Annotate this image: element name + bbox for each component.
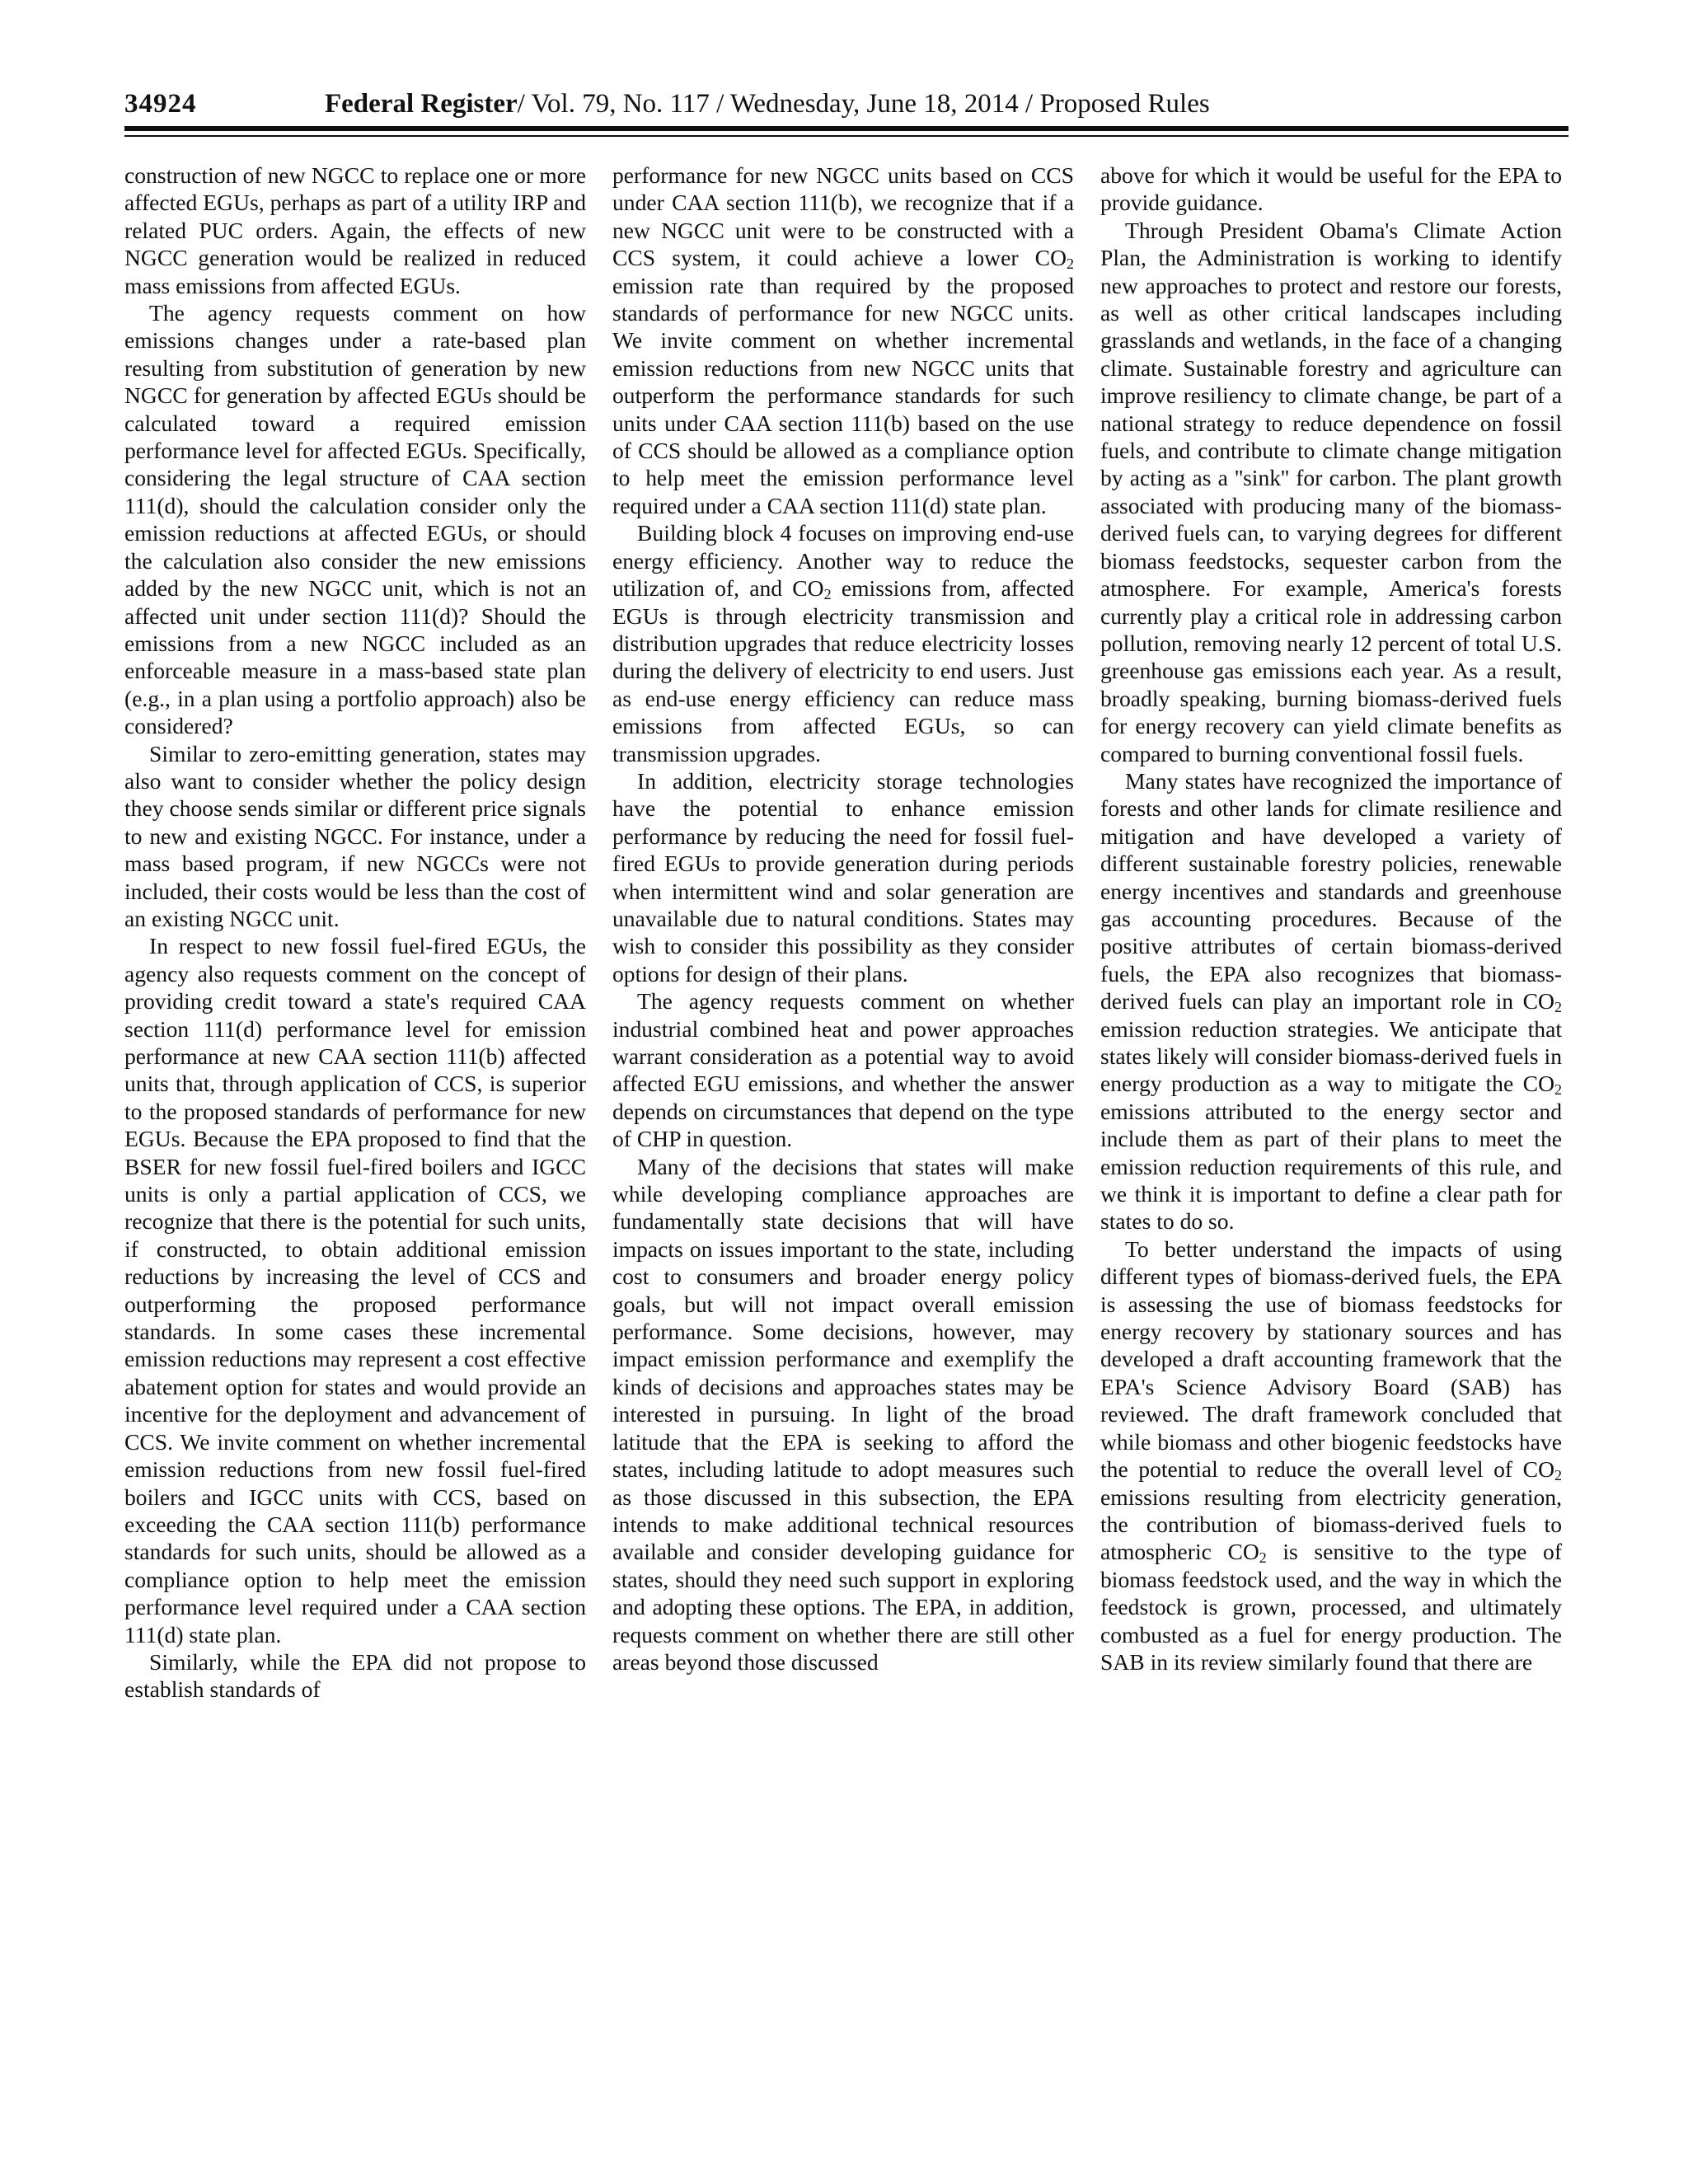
text-column-3: [1100, 162, 1562, 1675]
paragraph: [612, 1153, 1074, 1676]
paragraph: [612, 519, 1074, 767]
paragraph: [1100, 767, 1562, 1235]
paragraph-text: The agency requests comment on whether industrial combined heat and power approaches warrant consideration as a potential way to avoid affected EGU emissions, and whether the answer depends on circumstances that depend on the type of CHP in question.: [612, 988, 1074, 1152]
paragraph-text: emission rate than required by the proposed standards of performance for new NGCC units. We invite comment on whether incremental emission reductions from new NGCC units that outperform the performance standards for such units under CAA section 111(b) based on the use of CCS should be allowed as a compliance option to help meet the emission performance level required under a CAA section 111(d) state plan.: [612, 272, 1074, 518]
paragraph: [124, 740, 586, 933]
paragraph-text: emissions resulting from electricity generation, the contribution of biomass-derived fuels to atmospheric CO: [1100, 1483, 1562, 1565]
publication-title: Federal Register: [325, 89, 518, 119]
header-rule-thin: [124, 135, 1568, 137]
paragraph: [1100, 1235, 1562, 1676]
subscript: 2: [1554, 1081, 1562, 1099]
paragraph-text: In addition, electricity storage technologies have the potential to enhance emission performance by reducing the need for fossil fuel-fired EGUs to provide generation during periods when intermittent wind and solar generation are unavailable due to natural conditions. States may wish to consider this possibility as they consider options for design of their plans.: [612, 767, 1074, 987]
paragraph-text: The agency requests comment on how emissions changes under a rate-based plan resulting from substitution of generation by new NGCC for generation by affected EGUs should be calculated toward a required emission performance level for affected EGUs. Specifically, considering the legal structure of CAA section 111(d), should the calculation consider only the emission reductions at affected EGUs, or should the calculation also consider the new emissions added by the new NGCC unit, which is not an affected unit under section 111(d)? Should the emissions from a new NGCC included as an enforceable measure in a mass-based state plan (e.g., in a plan using a portfolio approach) also be considered?: [124, 300, 586, 739]
running-head: [325, 89, 1210, 120]
paragraph-text: emission reduction strategies. We anticipate that states likely will consider biomass-derived fuels in energy production as a way to mitigate the CO: [1100, 1015, 1562, 1097]
text-column-1: [124, 162, 586, 1704]
paragraph: [124, 299, 586, 740]
paragraph-text: Similarly, while the EPA did not propose to establish standards of: [124, 1648, 586, 1703]
paragraph: [612, 987, 1074, 1152]
page-number: 34924: [124, 89, 197, 119]
paragraph-text: To better understand the impacts of using different types of biomass-derived fuels, the EPA is assessing the use of biomass feedstocks for energy recovery by stationary sources and has developed a draft accounting framework that the EPA's Science Advisory Board (SAB) has reviewed. The draft framework concluded that while biomass and other biogenic feedstocks have the potential to reduce the overall level of CO: [1100, 1235, 1562, 1483]
paragraph-text: Building block 4 focuses on improving end-use energy efficiency. Another way to reduce the utilization of, and CO: [612, 520, 1074, 602]
paragraph: [124, 932, 586, 1648]
paragraph-text: is sensitive to the type of biomass feedstock used, and the way in which the feedstock is grown, processed, and ultimately combusted as a fuel for energy production. The SAB in its review similarly found that there are: [1100, 1539, 1563, 1675]
paragraph-text: construction of new NGCC to replace one or more affected EGUs, perhaps as part of a utility IRP and related PUC orders. Again, the effects of new NGCC generation would be realized in reduced mass emissions from affected EGUs.: [124, 162, 586, 298]
paragraph: [124, 1648, 586, 1704]
paragraph-text: performance for new NGCC units based on CCS under CAA section 111(b), we recognize that if a new NGCC unit were to be constructed with a CCS system, it could achieve a lower CO: [612, 162, 1074, 271]
subscript: 2: [1067, 255, 1074, 273]
paragraph: [612, 162, 1074, 519]
paragraph-text: Similar to zero-emitting generation, states may also want to consider whether the policy design they choose sends similar or different price signals to new and existing NGCC. For instance, under a mass based program, if new NGCCs were not included, their costs would be less than the cost of an existing NGCC unit.: [124, 740, 586, 931]
page-header: [124, 89, 1568, 127]
subscript: 2: [1259, 1549, 1267, 1567]
header-rule-thick: [124, 126, 1568, 131]
text-column-2: [612, 162, 1074, 1675]
paragraph-text: Many of the decisions that states will make while developing compliance approaches are fundamentally state decisions that will have impacts on issues important to the state, including cost to consumers and broader energy policy goals, but will not impact overall emission performance. Some decisions, however, may impact emission performance and exemplify the kinds of decisions and approaches states may be interested in pursuing. In light of the broad latitude that the EPA is seeking to afford the states, including latitude to adopt measures such as those discussed in this subsection, the EPA intends to make additional technical resources available and consider developing guidance for states, should they need such support in exploring and adopting these options. The EPA, in addition, requests comment on whether there are still other areas beyond those discussed: [612, 1153, 1074, 1675]
paragraph: [612, 767, 1074, 987]
subscript: 2: [823, 586, 832, 603]
paragraph-text: emissions attributed to the energy sector and include them as part of their plans to meet the emission reduction requirements of this rule, and we think it is important to define a clear path for states to do so.: [1100, 1098, 1562, 1235]
paragraph-text: Through President Obama's Climate Action Plan, the Administration is working to identify new approaches to protect and restore our forests, as well as other critical landscapes including grasslands and wetlands, in the face of a changing climate. Sustainable forestry and agriculture can improve resiliency to climate change, be part of a national strategy to reduce dependence on fossil fuels, and contribute to climate change mitigation by acting as a ''sink'' for carbon. The plant growth associated with producing many of the biomass-derived fuels can, to varying degrees for different biomass feedstocks, sequester carbon from the atmosphere. For example, America's forests currently play a critical role in addressing carbon pollution, removing nearly 12 percent of total U.S. greenhouse gas emissions each year. As a result, broadly speaking, burning biomass-derived fuels for energy recovery can yield climate benefits as compared to burning conventional fossil fuels.: [1100, 217, 1562, 766]
issue-details: / Vol. 79, No. 117 / Wednesday, June 18, 2014 / Proposed Rules: [517, 89, 1210, 119]
paragraph: [124, 162, 586, 299]
paragraph-text: Many states have recognized the importance of forests and other lands for climate resilience and mitigation and have developed a variety of different sustainable forestry policies, renewable energy incentives and standards and greenhouse gas accounting procedures. Because of the positive attributes of certain biomass-derived fuels, the EPA also recognizes that biomass-derived fuels can play an important role in CO: [1100, 767, 1562, 1015]
paragraph: [1100, 162, 1562, 217]
paragraph-text: above for which it would be useful for the EPA to provide guidance.: [1100, 162, 1562, 216]
paragraph-text: In respect to new fossil fuel-fired EGUs, the agency also requests comment on the concept of providing credit toward a state's required CAA section 111(d) performance level for emission performance at new CAA section 111(b) affected units that, through application of CCS, is superior to the proposed standards of performance for new EGUs. Because the EPA proposed to find that the BSER for new fossil fuel-fired boilers and IGCC units is only a partial application of CCS, we recognize that there is the potential for such units, if constructed, to obtain additional emission reductions by increasing the level of CCS and outperforming the proposed performance standards. In some cases these incremental emission reductions may represent a cost effective abatement option for states and would provide an incentive for the deployment and advancement of CCS. We invite comment on whether incremental emission reductions from new fossil fuel-fired boilers and IGCC units with CCS, based on exceeding the CAA section 111(b) performance standards for such units, should be allowed as a compliance option to help meet the emission performance level required under a CAA section 111(d) state plan.: [124, 933, 586, 1647]
paragraph-text: emissions from, affected EGUs is through electricity transmission and distribution upgrades that reduce electricity losses during the delivery of electricity to end users. Just as end-use energy efficiency can reduce mass emissions from affected EGUs, so can transmission upgrades.: [612, 575, 1074, 766]
subscript: 2: [1554, 999, 1562, 1016]
paragraph: [1100, 217, 1562, 767]
subscript: 2: [1554, 1467, 1562, 1484]
